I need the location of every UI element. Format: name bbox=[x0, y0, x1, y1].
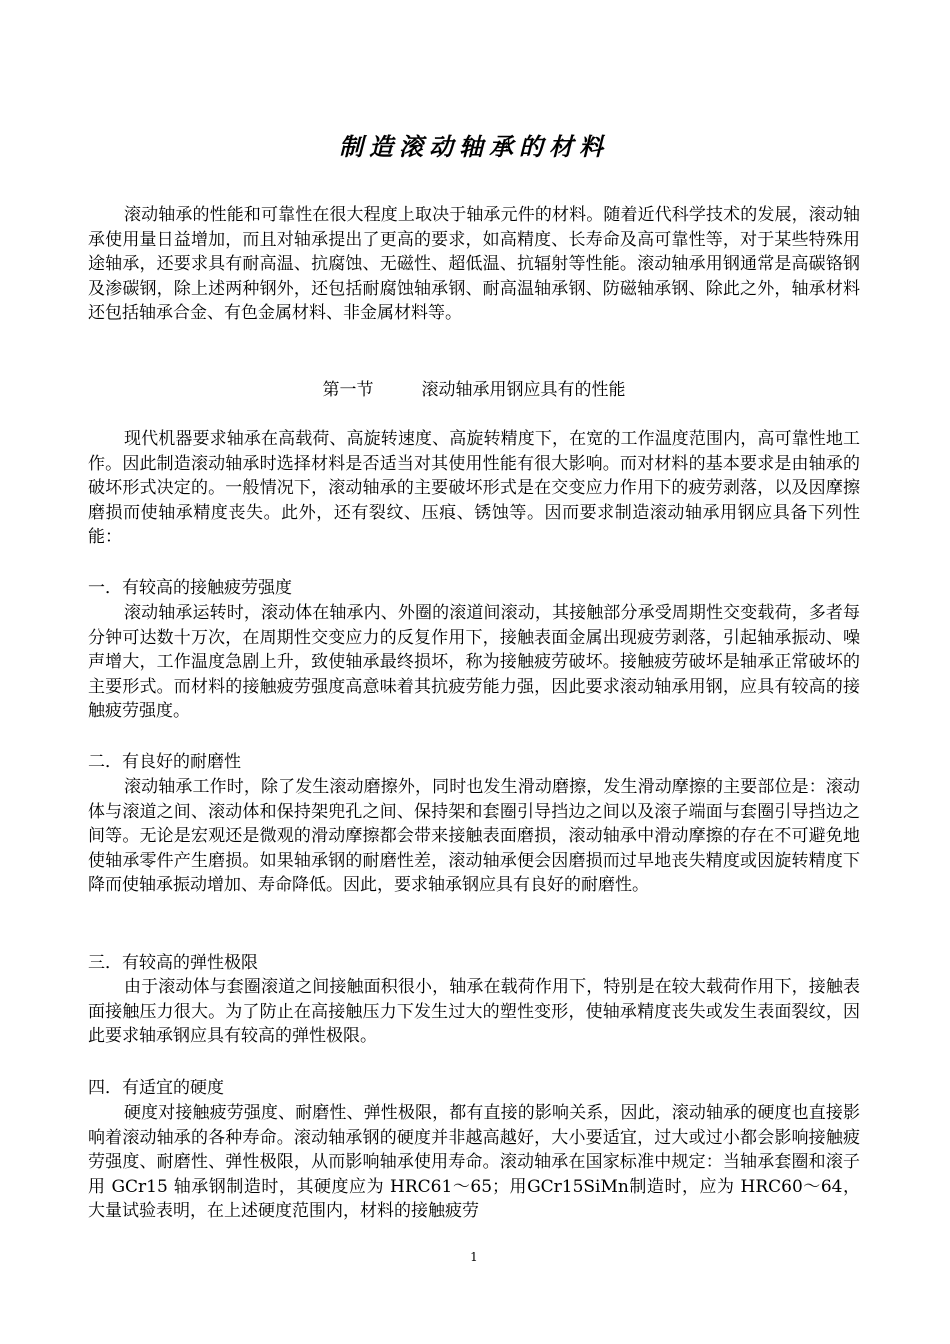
page-number: 1 bbox=[470, 1250, 478, 1264]
item-heading-elastic-limit: 三．有较高的弹性极限 bbox=[88, 953, 258, 973]
item-body-hardness: 硬度对接触疲劳强度、耐磨性、弹性极限，都有直接的影响关系，因此，滚动轴承的硬度也直接影响着滚动轴承的各种寿命。滚动轴承钢的硬度并非越高越好，大小要适宜，过大或过小都会影响接触疲劳强度、耐磨性、弹性极限，从而影响轴承使用寿命。滚动轴承在国家标准中规定：当轴承套圈和滚子用 GCr15 轴承钢制造时，其硬度应为 HRC61～65；用GCr15SiMn制造时，应为 HRC60～64，大量试验表明，在上述硬度范围内，材料的接触疲劳 bbox=[88, 1103, 860, 1222]
section-number: 第一节 bbox=[322, 380, 374, 400]
intro-paragraph: 滚动轴承的性能和可靠性在很大程度上取决于轴承元件的材料。随着近代科学技术的发展，滚动轴承使用量日益增加，而且对轴承提出了更高的要求，如高精度、长寿命及高可靠性等，对于某些特殊用途轴承，还要求具有耐高温、抗腐蚀、无磁性、超低温、抗辐射等性能。滚动轴承用钢通常是高碳铬钢及渗碳钢，除上述两种钢外，还包括耐腐蚀轴承钢、耐高温轴承钢、防磁轴承钢、除此之外，轴承材料还包括轴承合金、有色金属材料、非金属材料等。 bbox=[88, 205, 860, 324]
item-heading-wear-resistance: 二．有良好的耐磨性 bbox=[88, 752, 241, 772]
item-body-contact-fatigue: 滚动轴承运转时，滚动体在轴承内、外圈的滚道间滚动，其接触部分承受周期性交变载荷，多者每分钟可达数十万次，在周期性交变应力的反复作用下，接触表面金属出现疲劳剥落，引起轴承振动、噪声增大，工作温度急剧上升，致使轴承最终损坏，称为接触疲劳破坏。接触疲劳破坏是轴承正常破坏的主要形式。而材料的接触疲劳强度高意味着其抗疲劳能力强，因此要求滚动轴承用钢，应具有较高的接触疲劳强度。 bbox=[88, 603, 860, 722]
item-body-elastic-limit: 由于滚动体与套圈滚道之间接触面积很小，轴承在载荷作用下，特别是在较大载荷作用下，接触表面接触压力很大。为了防止在高接触压力下发生过大的塑性变形，使轴承精度丧失或发生表面裂纹，因此要求轴承钢应具有较高的弹性极限。 bbox=[88, 977, 860, 1047]
section-heading bbox=[88, 378, 860, 402]
section-title: 滚动轴承用钢应具有的性能 bbox=[421, 380, 626, 400]
page-title: 制造滚动轴承的材料 bbox=[339, 132, 609, 161]
item-body-wear-resistance: 滚动轴承工作时，除了发生滚动磨擦外，同时也发生滑动磨擦，发生滑动摩擦的主要部位是：滚动体与滚道之间、滚动体和保持架兜孔之间、保持架和套圈引导挡边之间以及滚子端面与套圈引导挡边之间等。无论是宏观还是微观的滑动摩擦都会带来接触表面磨损，滚动轴承中滑动摩擦的存在不可避免地使轴承零件产生磨损。如果轴承钢的耐磨性差，滚动轴承便会因磨损而过早地丧失精度或因旋转精度下降而使轴承振动增加、寿命降低。因此，要求轴承钢应具有良好的耐磨性。 bbox=[88, 777, 860, 896]
section-intro-paragraph: 现代机器要求轴承在高载荷、高旋转速度、高旋转精度下，在宽的工作温度范围内，高可靠性地工作。因此制造滚动轴承时选择材料是否适当对其使用性能有很大影响。而对材料的基本要求是由轴承的破坏形式决定的。一般情况下，滚动轴承的主要破坏形式是在交变应力作用下的疲劳剥落，以及因摩擦磨损而使轴承精度丧失。此外，还有裂纹、压痕、锈蚀等。因而要求制造滚动轴承用钢应具备下列性能： bbox=[88, 429, 860, 548]
item-heading-hardness: 四．有适宜的硬度 bbox=[88, 1078, 224, 1098]
item-heading-contact-fatigue: 一．有较高的接触疲劳强度 bbox=[88, 578, 292, 598]
